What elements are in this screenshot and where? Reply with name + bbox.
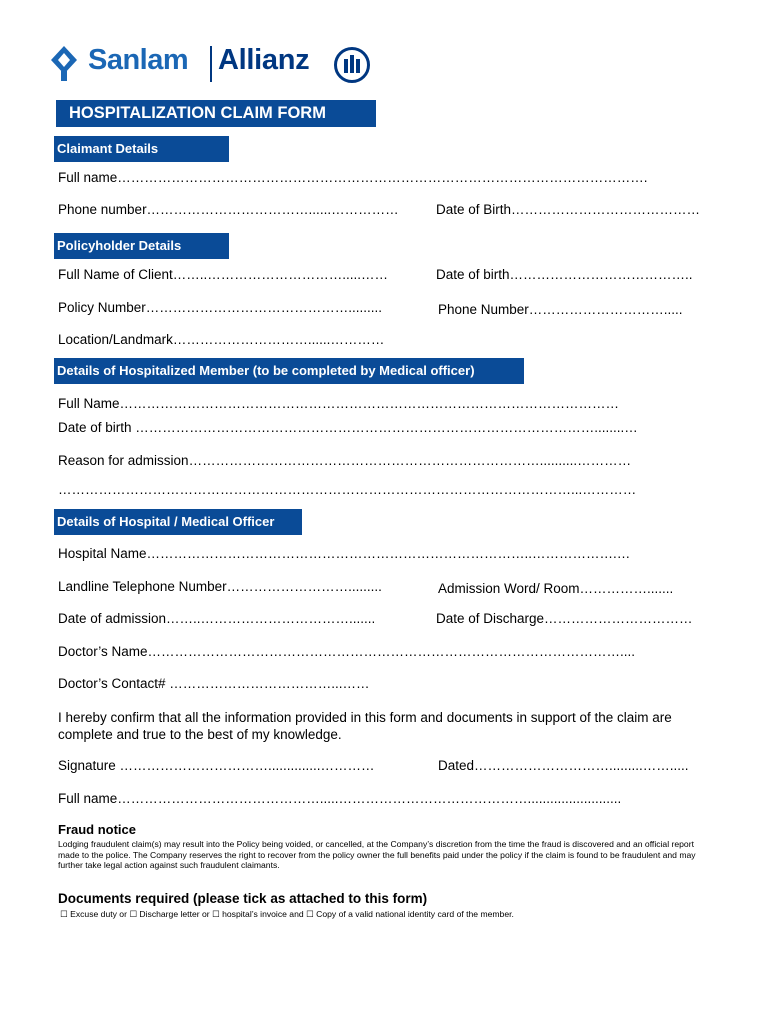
claimant-phone-field[interactable]: Phone number………………………………......…………… bbox=[58, 202, 399, 217]
fraud-notice-text: Lodging fraudulent claim(s) may result into the Policy being voided, or cancelled, at the Company’s discretion from the time the fraud is discovered and an official report made to the police. The Company reserves the right to recover from the policy owner the full benefits paid under the policy if the claim is found to be fraudulent and may further take legal action against such fraudulent claimants. bbox=[58, 839, 696, 871]
fraud-notice-title: Fraud notice bbox=[58, 822, 137, 837]
location-field[interactable]: Location/Landmark…………………………......………… bbox=[58, 332, 385, 347]
claimant-dob-field[interactable]: Date of Birth…………………………………… bbox=[436, 202, 701, 217]
admission-date-field[interactable]: Date of admission……..……………………………....... bbox=[58, 611, 376, 626]
signature-field[interactable]: Signature ……………………………..............………… bbox=[58, 758, 375, 773]
sanlam-logo-icon bbox=[48, 44, 80, 82]
section-header-policyholder: Policyholder Details bbox=[54, 233, 229, 259]
logo-divider bbox=[210, 46, 212, 82]
dated-field[interactable]: Dated………………………….........……..... bbox=[438, 758, 689, 773]
admission-reason-continued-field[interactable]: ……………………………………………………………………………………………………...………… bbox=[58, 482, 637, 497]
admission-reason-field[interactable]: Reason for admission……………………………………………………………………..........………… bbox=[58, 453, 632, 468]
form-title: HOSPITALIZATION CLAIM FORM bbox=[56, 100, 376, 127]
member-dob-field[interactable]: Date of birth …………………………………………………………………………………………........… bbox=[58, 420, 638, 435]
documents-checklist[interactable]: ☐ Excuse duty or ☐ Discharge letter or ☐ hospital’s invoice and ☐ Copy of a valid national identity card of the member. bbox=[60, 909, 514, 919]
section-header-hospitalized-member: Details of Hospitalized Member (to be completed by Medical officer) bbox=[54, 358, 524, 384]
member-full-name-field[interactable]: Full Name………………………………………………………………………………………………… bbox=[58, 396, 620, 411]
policy-number-field[interactable]: Policy Number………………………………………......... bbox=[58, 300, 383, 315]
documents-required-title: Documents required (please tick as attached to this form) bbox=[58, 891, 428, 906]
allianz-wordmark: Allianz bbox=[218, 44, 310, 76]
section-header-claimant: Claimant Details bbox=[54, 136, 229, 162]
section-header-hospital: Details of Hospital / Medical Officer bbox=[54, 509, 302, 535]
allianz-eagle-icon bbox=[333, 46, 371, 84]
hospital-name-field[interactable]: Hospital Name…………………………………………………………………………..……………….… bbox=[58, 546, 631, 561]
declaration-text: I hereby confirm that all the information provided in this form and documents in support of the claim are complete and true to the best of my knowledge. bbox=[58, 710, 672, 742]
admission-ward-field[interactable]: Admission Word/ Room……………....... bbox=[438, 581, 674, 596]
signer-full-name-field[interactable]: Full name……………………………………….....……………………………………......................... bbox=[58, 791, 622, 806]
discharge-date-field[interactable]: Date of Discharge…………………………… bbox=[436, 611, 693, 626]
claimant-full-name-field[interactable]: Full name………………………………………………………………………………………………………. bbox=[58, 170, 648, 185]
policyholder-phone-field[interactable]: Phone Number…………………………..... bbox=[438, 302, 683, 317]
landline-field[interactable]: Landline Telephone Number………………………......... bbox=[58, 579, 382, 594]
doctor-contact-field[interactable]: Doctor’s Contact# ………………………………...…… bbox=[58, 676, 370, 691]
doctor-name-field[interactable]: Doctor’s Name…………………………………………………………………………………………….... bbox=[58, 644, 636, 659]
client-name-field[interactable]: Full Name of Client……..………………………….....…… bbox=[58, 267, 389, 282]
policyholder-dob-field[interactable]: Date of birth………………………………….. bbox=[436, 267, 693, 282]
sanlam-wordmark: Sanlam bbox=[88, 44, 189, 76]
